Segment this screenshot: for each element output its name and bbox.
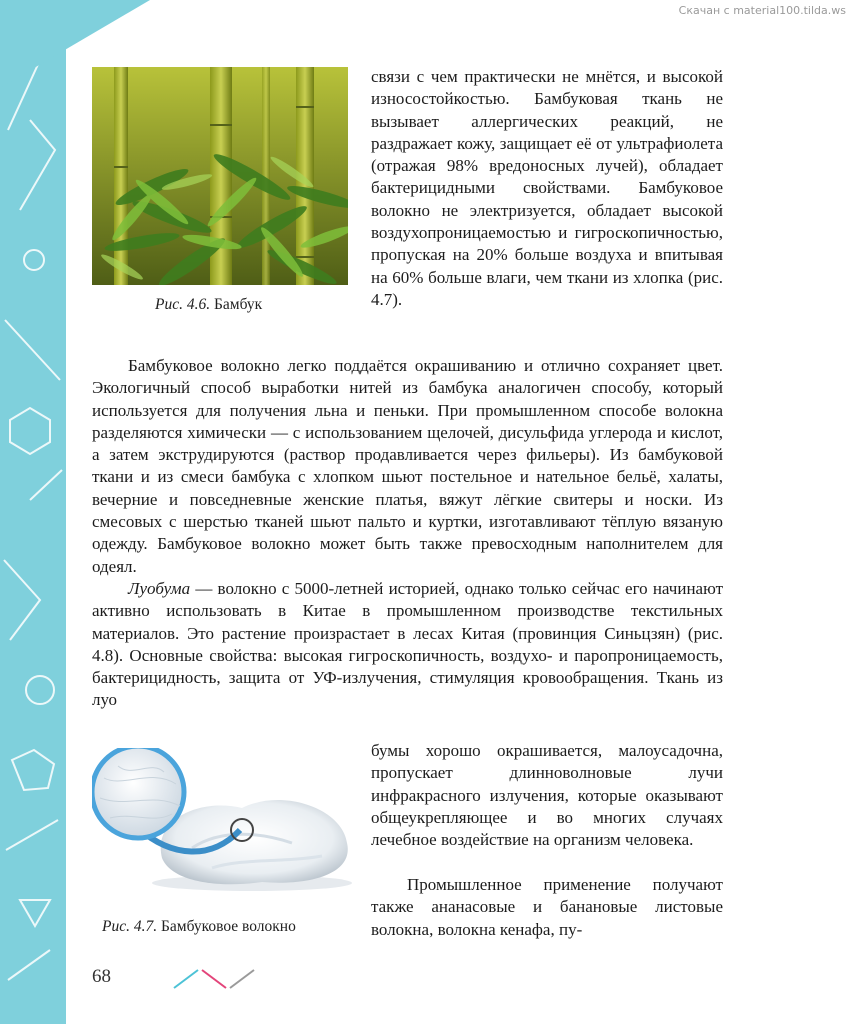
page-number: 68 <box>92 966 111 987</box>
figure-label: Рис. 4.7. <box>102 918 158 935</box>
paragraph-luobuma-text: — волокно с 5000-летней историей, однако только сейчас его начинают активно использовать в Китае в промышленном производстве текстильных материалов. Это растение произрастает в лесах Китая (провинция Синьцзян) (рис. 4.8). Основные свойства: высокая гигроскопичность, воздухо- и паропроницаемость, бактерицидность, защита от УФ-излучения, стимуляция кровообращения. Ткань из луо <box>92 578 723 710</box>
figure-title: Бамбук <box>213 296 263 313</box>
figure-title: Бамбуковое волокно <box>160 918 296 935</box>
text-block-main <box>92 355 723 712</box>
text-block-industrial-use <box>371 874 723 941</box>
paragraph-bamboo-dyeing: Бамбуковое волокно легко поддаётся окрашиванию и отлично сохраняет цвет. Экологичный способ выработки нитей из бамбука аналогичен способу, который используется для получения льна и пеньки. При промышленном способе волокна разделяются химически — с использованием щелочей, дисульфида углерода и кислот, а затем экструдируются (раствор продавливается через фильеры). Из бамбуковой ткани и из смеси бамбука с хлопком шьют постельное и нательное бельё, халаты, вечерние и повседневные женские платья, вяжут лёгкие свитеры и носки. Из смесовых с шерстью тканей шьют пальто и куртки, изготавливают тёплую вязаную одежду. Бамбуковое волокно может быть также превосходным наполнителем для одеял. <box>92 356 723 576</box>
paragraph-luobuma <box>92 578 723 712</box>
geometric-pattern-icon <box>0 0 66 1024</box>
paragraph: Промышленное применение получают также ананасовые и банановые листовые волокна, волокна кенафа, пу- <box>371 875 723 939</box>
decorative-side-band <box>0 0 66 1024</box>
text-block-bamboo-properties <box>371 66 723 311</box>
bamboo-fiber-photo <box>92 748 354 896</box>
paragraph: бумы хорошо окрашивается, малоусадочна, пропускает длинноволновые лучи инфракрасного излучения, которые оказывают общеукрепляющее и во многих случаях лечебное воздействие на организм человека. <box>371 741 723 850</box>
figure-label: Рис. 4.6. <box>155 296 211 313</box>
download-watermark: Скачан с material100.tilda.ws <box>678 4 846 17</box>
term-luobuma: Луобума <box>128 578 191 598</box>
figure-caption-fiber <box>102 918 296 936</box>
figure-caption-bamboo <box>155 296 262 314</box>
page-decoration-icon <box>172 966 262 992</box>
paragraph: связи с чем практически не мнётся, и высокой износостойкостью. Бамбуковая ткань не вызывает аллергических реакций, не раздражает кожу, защищает её от ультрафиолета (отражая 98% вредоносных лучей), обладает бактерицидными свойствами. Бамбуковое волокно не электризуется, обладает высокой воздухопроницаемостью и гигроскопичностью, пропуская на 20% больше воздуха и впитывая на 60% больше влаги, чем ткани из хлопка (рис. 4.7). <box>371 67 723 309</box>
bamboo-photo <box>92 67 348 285</box>
text-block-luobuma-continued <box>371 740 723 851</box>
